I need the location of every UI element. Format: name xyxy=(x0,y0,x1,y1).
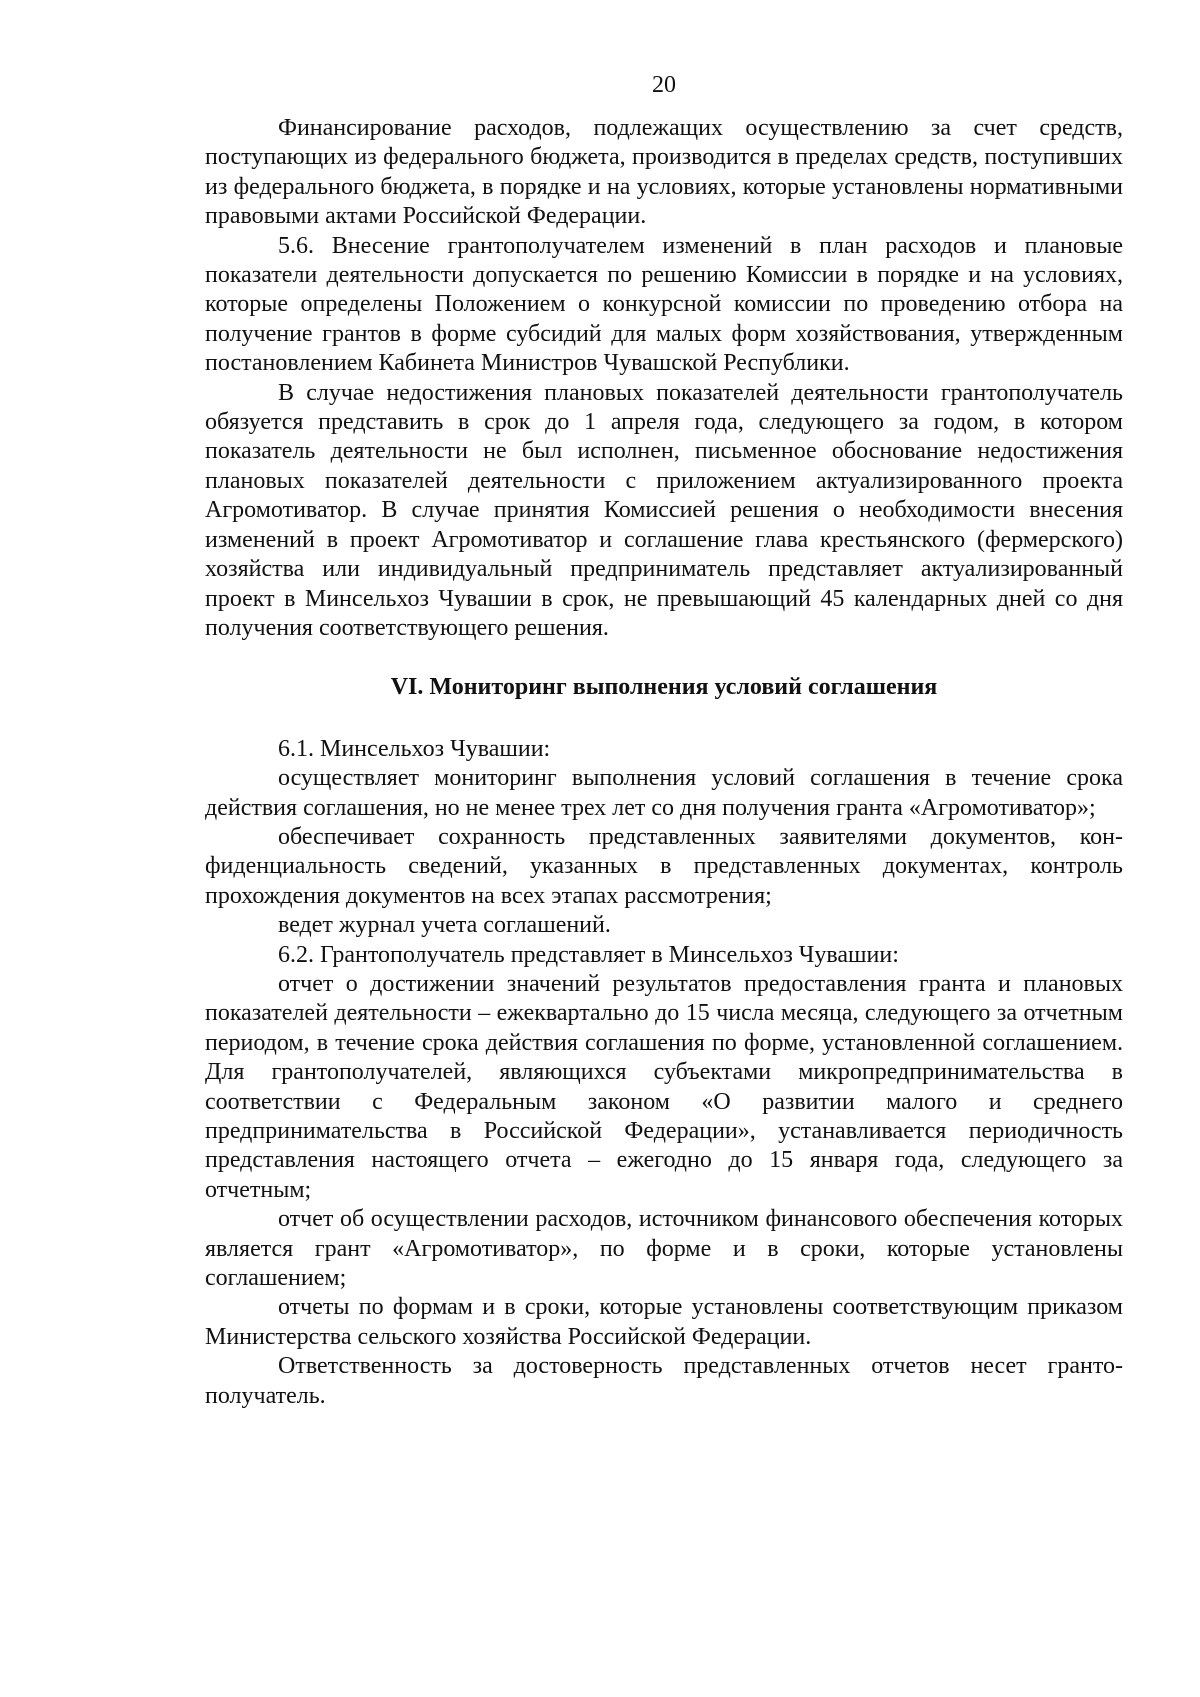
paragraph-report-forms: отчеты по формам и в сроки, которые установлены соответствующим приказом Министерства сельского хозяйства Российской Федерации. xyxy=(205,1294,1123,1350)
document-page xyxy=(205,70,1123,1411)
paragraph-report-results: отчет о достижении значений результатов предоставления гранта и плановых показателей деятельности – ежеквартально до 15 числа месяца, следующего за отчетным периодом, в течение срока действия соглашения по форме, установленной соглашением. Для грантополучателей, являющихся субъектами микропредпринимательства в соответствии с Федеральным законом «О развитии малого и среднего предпринимательства в Российской Федерации», устанавливается периодичность представления настоящего отчета – ежегодно до 15 января года, следующего за отчетным; xyxy=(205,970,1123,1203)
paragraph-monitoring: осуществляет мониторинг выполнения условий соглашения в течение срока действия соглашения, но не менее трех лет со дня получения гранта «Агромотиватор»; xyxy=(205,765,1123,821)
paragraph-journal: ведет журнал учета соглашений. xyxy=(278,912,611,939)
page-number: 20 xyxy=(652,72,676,98)
paragraph-report-expenses: отчет об осуществлении расходов, источником финансового обеспечения которых является грант «Агромотиватор», по форме и в сроки, которые установлены соглашением; xyxy=(205,1206,1123,1292)
paragraph-financing: Финансирование расходов, подлежащих осуществлению за счет средств, поступающих из федерального бюджета, производится в пределах средств, поступивших из федерального бюджета, в порядке и на условиях, которые установлены нормативными правовыми актами Российской Федерации. xyxy=(205,115,1123,230)
paragraph-6-1: 6.1. Минсельхоз Чувашии: xyxy=(278,735,551,762)
paragraph-confidentiality: обеспечивает сохранность представленных заявителями документов, конфиденциальность сведений, указанных в представленных документах, контроль прохождения документов на всех этапах рассмотрения; xyxy=(205,823,1123,909)
paragraph-6-2: 6.2. Грантополучатель представляет в Минсельхоз Чувашии: xyxy=(278,941,899,968)
paragraph-non-achievement: В случае недостижения плановых показателей деятельности грантополучатель обязуется представить в срок до 1 апреля года, следующего за годом, в котором показатель деятельности не был исполнен, письменное обоснование недостижения плановых показателей деятельности с приложением актуализированного проекта Агромотиватор. В случае принятия Комиссией решения о необходимости внесения изменений в проект Агромотиватор и соглашение глава крестьянского (фермерского) хозяйства или индивидуальный предприниматель представляет актуализированный проект в Минсельхоз Чувашии в срок, не превышающий 45 календарных дней со дня получения соответствующего решения. xyxy=(205,379,1123,641)
section-heading: VI. Мониторинг выполнения условий соглашения xyxy=(390,674,938,701)
paragraph-5-6: 5.6. Внесение грантополучателем изменений в план расходов и плановые показатели деятельности допускается по решению Комиссии в порядке и на условиях, которые определены Положением о конкурсной комиссии по проведению отбора на получение грантов в форме субсидий для малых форм хозяйствования, утвержденным постановлением Кабинета Министров Чувашской Республики. xyxy=(205,232,1123,377)
paragraph-responsibility: Ответственность за достоверность представленных отчетов несет грантополучатель. xyxy=(205,1353,1123,1409)
